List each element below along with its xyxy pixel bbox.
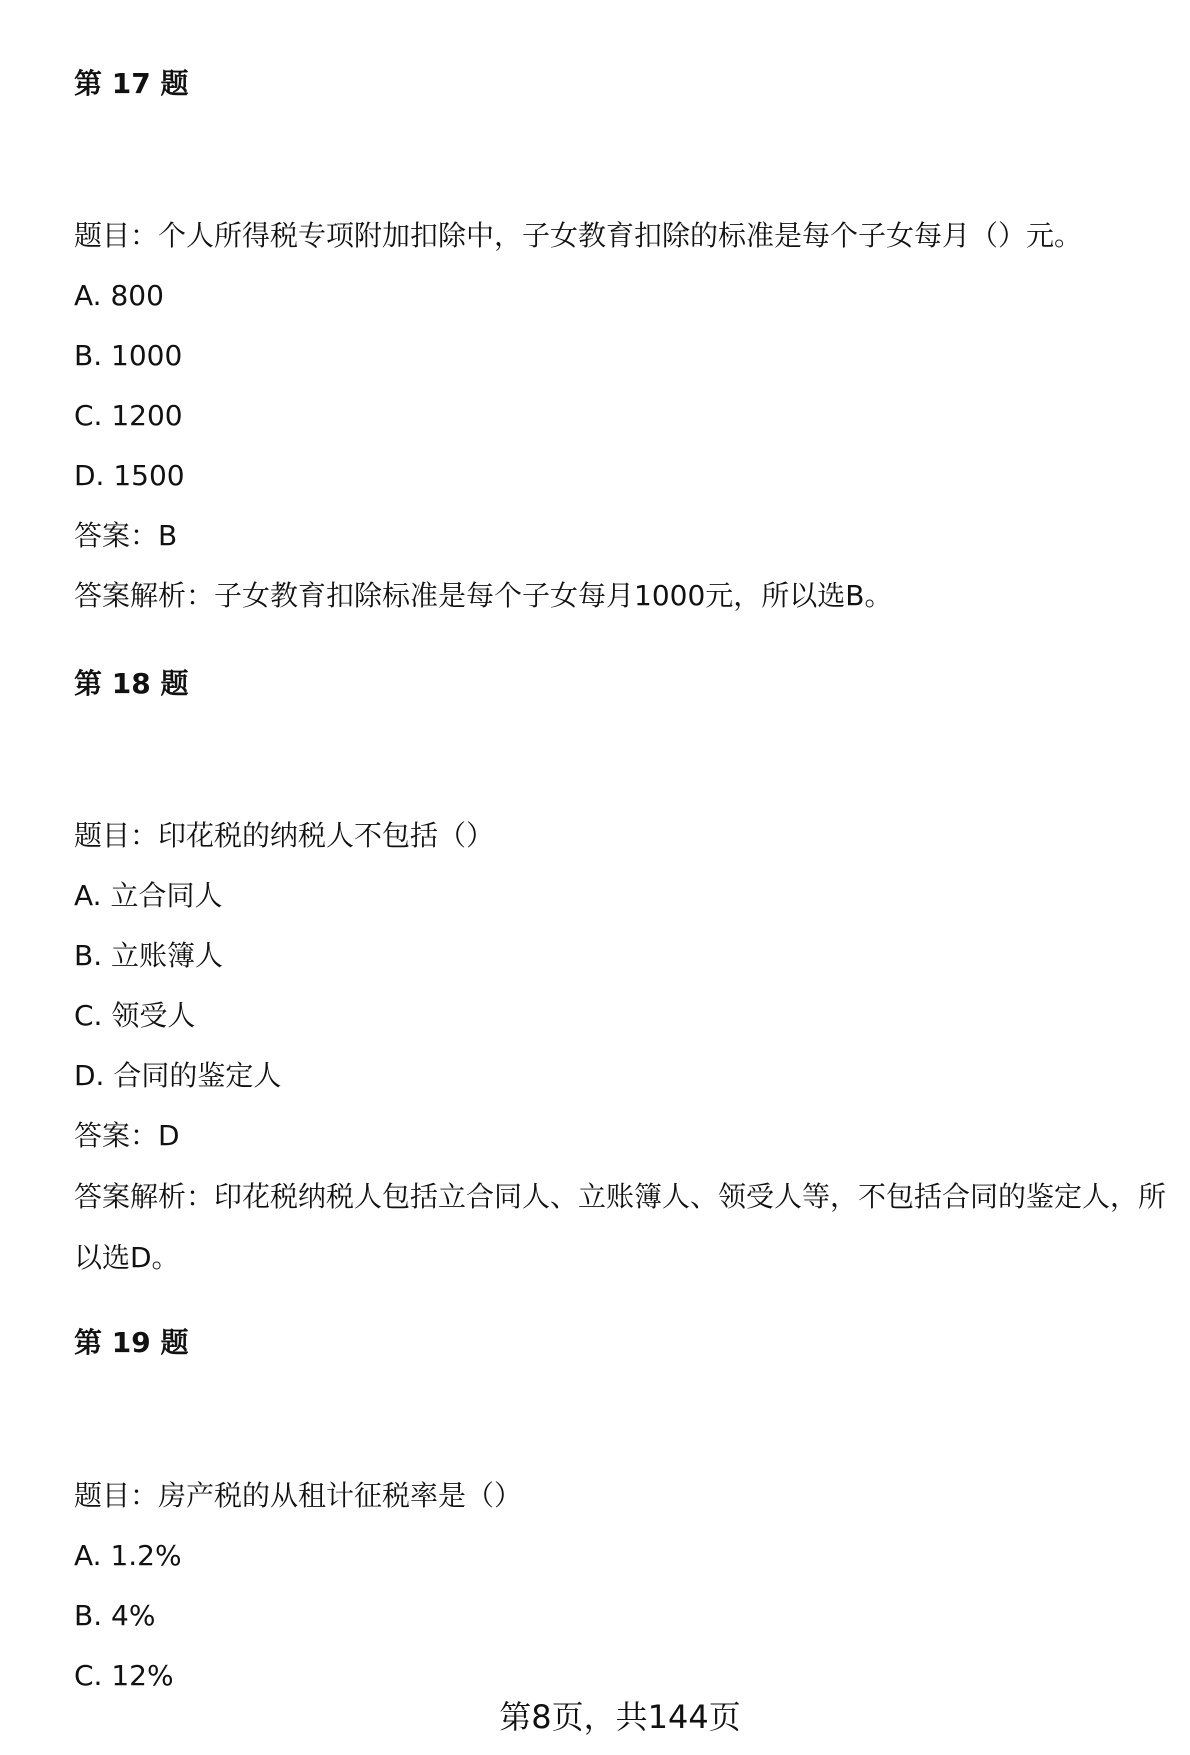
option-c: C. 领受人 xyxy=(74,999,196,1032)
option-a: A. 800 xyxy=(74,279,164,312)
answer-analysis: 答案解析：印花税纳税人包括立合同人、立账簿人、领受人等，不包括合同的鉴定人，所以选D。 xyxy=(74,1180,1167,1274)
option-c: C. 12% xyxy=(74,1659,174,1692)
option-b: B. 1000 xyxy=(74,339,183,372)
option-d: D. 1500 xyxy=(74,459,185,492)
option-b: B. 4% xyxy=(74,1599,156,1632)
question-heading: 第 18 题 xyxy=(74,667,189,700)
page-number-footer: 第8页，共144页 xyxy=(499,1698,741,1736)
question-stem: 题目：房产税的从租计征税率是（） xyxy=(74,1479,523,1512)
option-b: B. 立账簿人 xyxy=(74,939,224,972)
question-stem: 题目：印花税的纳税人不包括（） xyxy=(74,819,495,852)
option-a: A. 1.2% xyxy=(74,1539,182,1572)
option-c: C. 1200 xyxy=(74,399,183,432)
answer: 答案：D xyxy=(74,1119,180,1152)
question-heading: 第 19 题 xyxy=(74,1326,189,1359)
option-d: D. 合同的鉴定人 xyxy=(74,1059,282,1092)
question-stem: 题目：个人所得税专项附加扣除中，子女教育扣除的标准是每个子女每月（）元。 xyxy=(74,219,1083,252)
answer: 答案：B xyxy=(74,519,178,552)
option-a: A. 立合同人 xyxy=(74,879,223,912)
question-heading: 第 17 题 xyxy=(74,67,189,100)
answer-analysis: 答案解析：子女教育扣除标准是每个子女每月1000元，所以选B。 xyxy=(74,579,893,612)
